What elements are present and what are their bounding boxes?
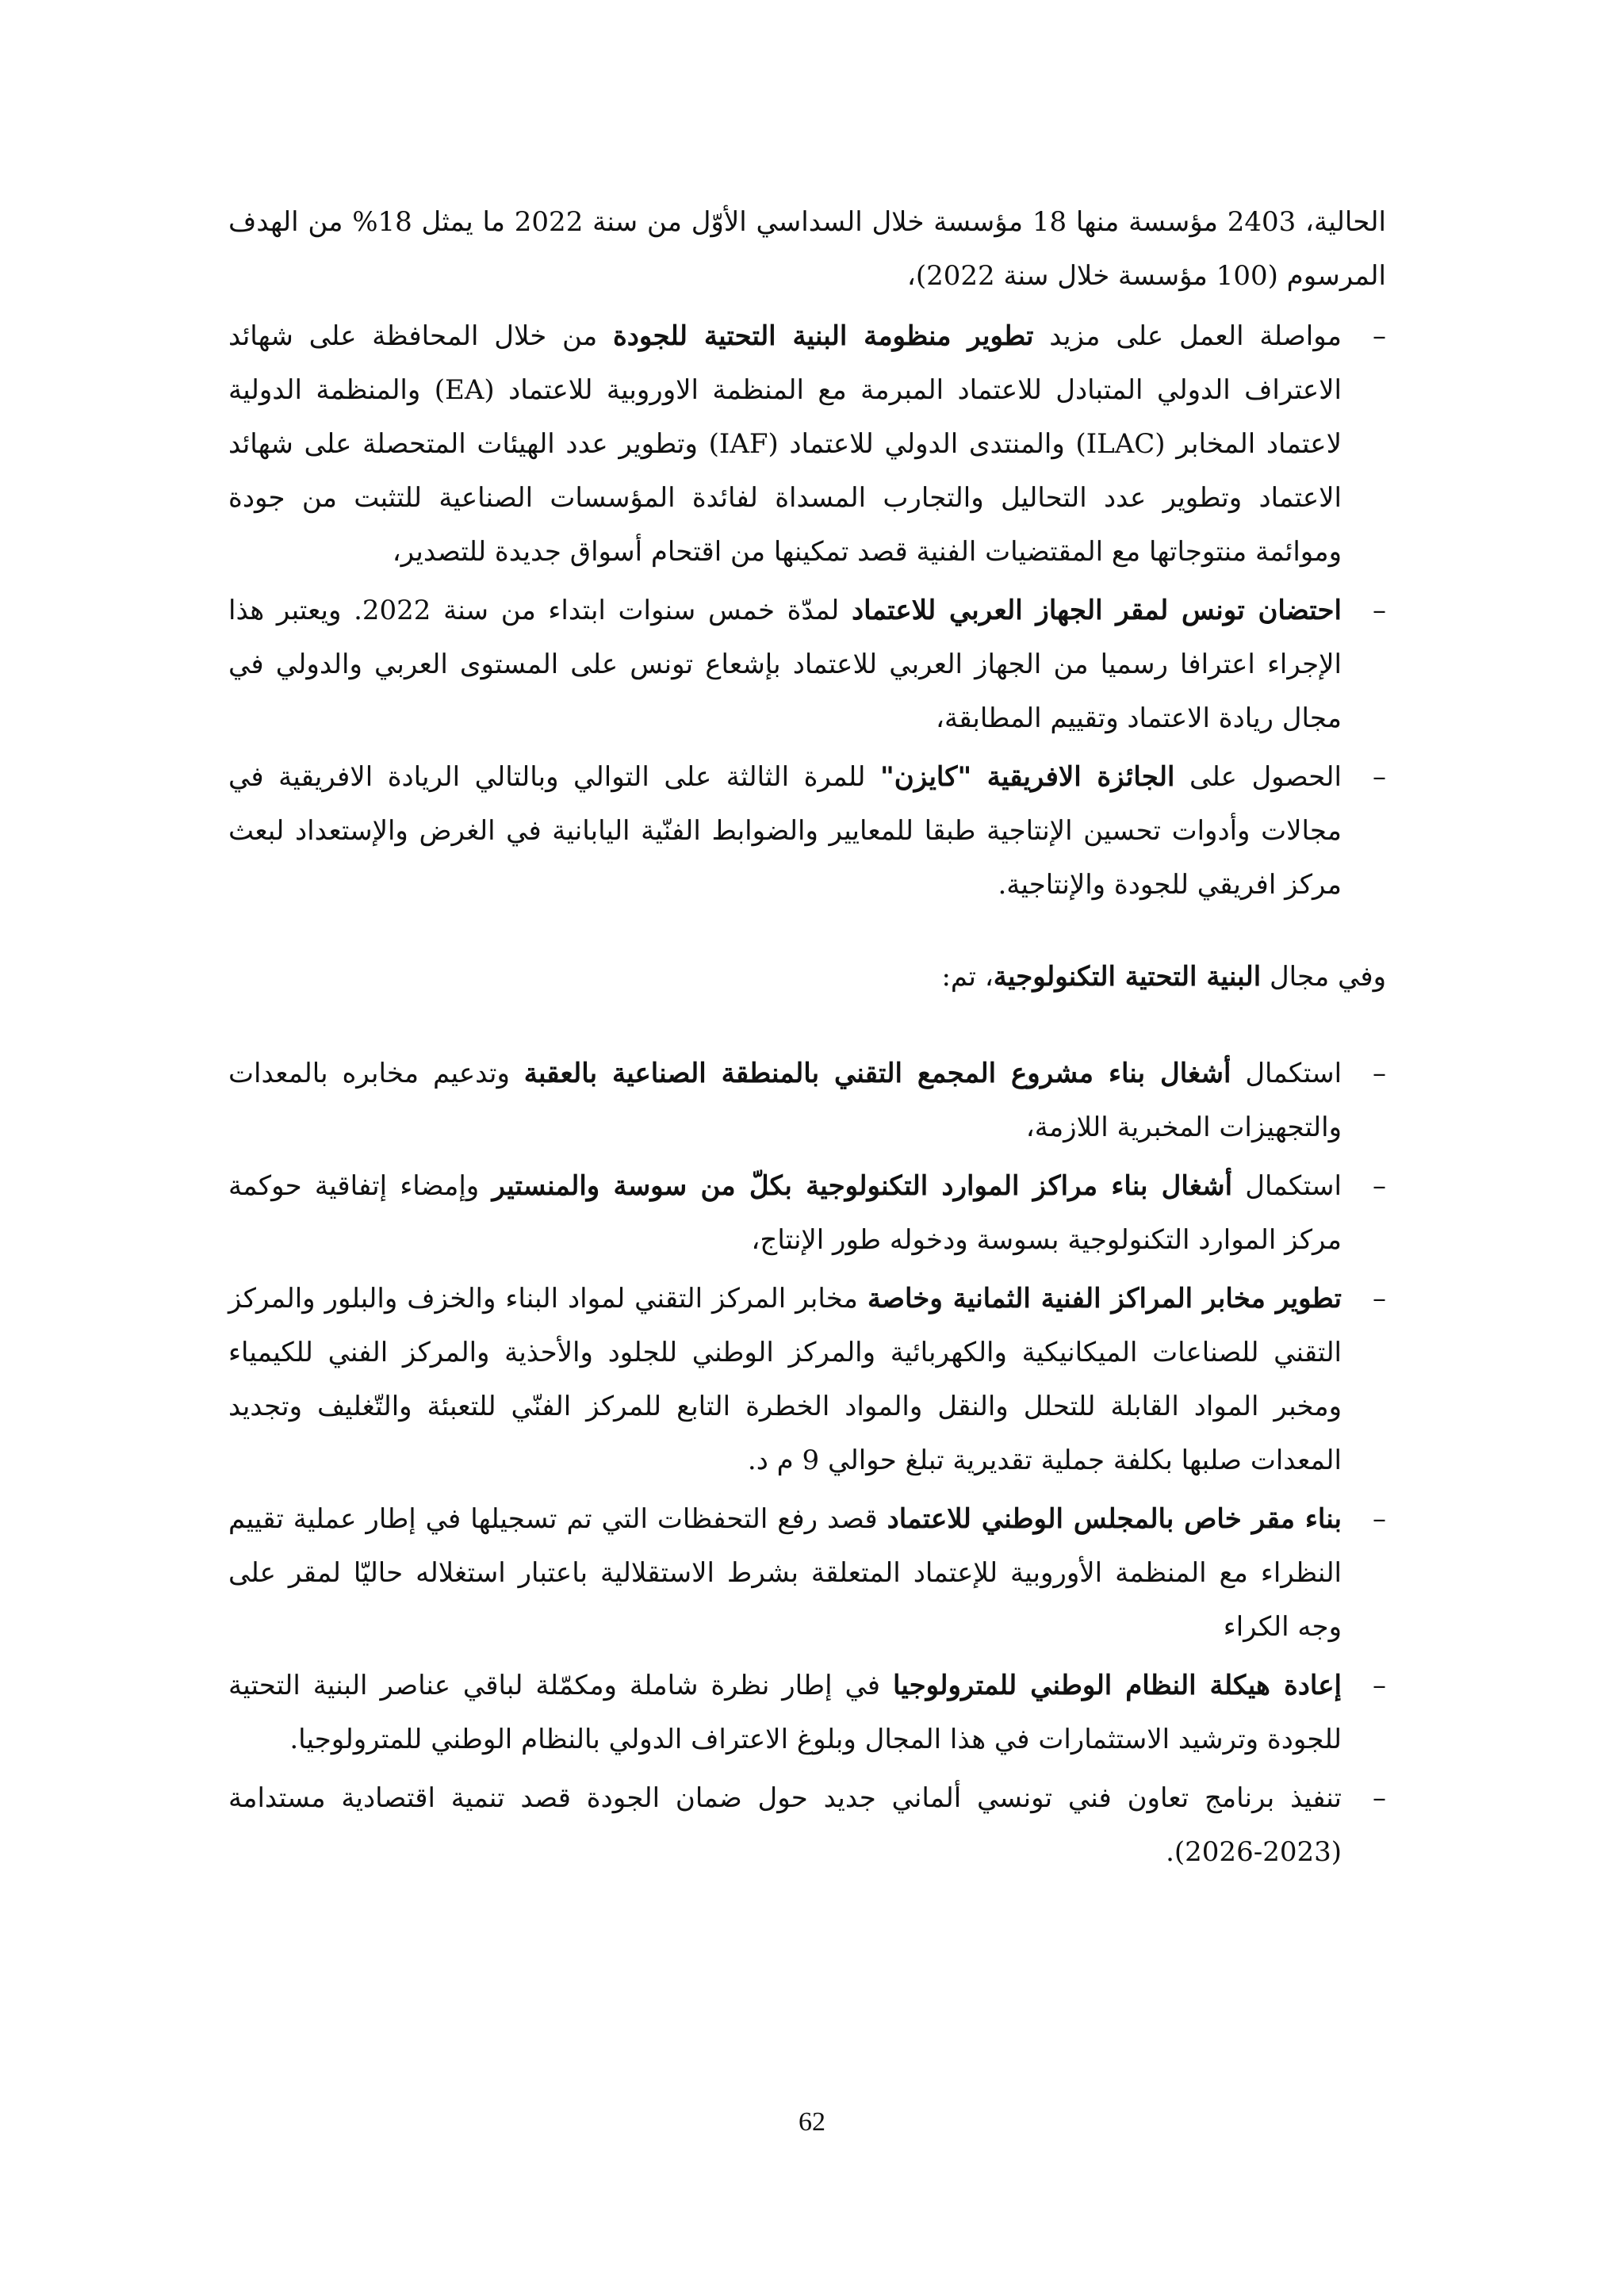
bullet-text: استكمال [1232, 1170, 1342, 1202]
bullet-text: مواصلة العمل على مزيد [1033, 320, 1342, 352]
list-item [228, 1771, 1386, 1879]
bullet-text: في إطار نظرة شاملة ومكمّلة لباقي عناصر البنية التحتية للجودة وترشيد الاستثمارات في هذا المجال وبلوغ الاعتراف الدولي بالنظام الوطني للمترولوجيا. [228, 1670, 1342, 1755]
bullet-text: وتدعيم مخابره بالمعدات والتجهيزات المخبرية اللازمة، [228, 1058, 1342, 1143]
bullet-text: من خلال المحافظة على شهائد الاعتراف الدولي المتبادل للاعتماد المبرمة مع المنظمة الاوروبية للاعتماد (EA) والمنظمة الدولية لاعتماد المخابر (ILAC) والمنتدى الدولي للاعتماد (IAF) وتطوير عدد الهيئات المتحصلة على شهائد الاعتماد وتطوير عدد التحاليل والتجارب المسداة لفائدة المؤسسات الصناعية للتثبت من جودة وموائمة منتوجاتها مع المقتضيات الفنية قصد تمكينها من اقتحام أسواق جديدة للتصدير، [228, 320, 1342, 568]
intro-bold-text: البنية التحتية التكنولوجية [993, 961, 1262, 993]
list-item [228, 584, 1386, 745]
dash-bullet: – [1373, 1670, 1386, 1701]
list-item [228, 1272, 1386, 1487]
list-item [228, 1047, 1386, 1154]
bullet-text: استكمال [1231, 1058, 1342, 1089]
list-item [228, 1159, 1386, 1267]
list-item [228, 750, 1386, 912]
dash-bullet: – [1373, 1058, 1386, 1089]
dash-bullet: – [1373, 761, 1386, 793]
bullet-text: مخابر المركز التقني لمواد البناء والخزف والبلور والمركز التقني للصناعات الميكانيكية والكهربائية والمركز الوطني للجلود والأحذية والمركز الفني للكيمياء ومخبر المواد القابلة للتحلل والنقل والمواد الخطرة التابع للمركز الفنّي للتعبئة والتّغليف وتجديد المعدات صلبها بكلفة جملية تقديرية تبلغ حوالي 9 م د. [228, 1283, 1342, 1476]
bullet-text: وإمضاء إتفاقية حوكمة مركز الموارد التكنولوجية بسوسة ودخوله طور الإنتاج، [228, 1170, 1342, 1256]
dash-bullet: – [1373, 320, 1386, 352]
bullet-text: لمدّة خمس سنوات ابتداء من سنة 2022. ويعتبر هذا الإجراء اعترافا رسميا من الجهاز العربي للاعتماد بإشعاع تونس على المستوى العربي والدولي في مجال ريادة الاعتماد وتقييم المطابقة، [228, 595, 1342, 734]
continuation-paragraph: الحالية، 2403 مؤسسة منها 18 مؤسسة خلال السداسي الأوّل من سنة 2022 ما يمثل 18% من الهدف المرسوم (100 مؤسسة خلال سنة 2022)، [228, 206, 1386, 292]
bullet-text: الحصول على [1174, 761, 1342, 793]
intro-text: وفي مجال [1261, 961, 1386, 993]
bullet-bold-text: أشغال بناء مراكز الموارد التكنولوجية بكلّ من سوسة والمنستير [492, 1170, 1233, 1202]
bullet-bold-text: بناء مقر خاص بالمجلس الوطني للاعتماد [887, 1503, 1342, 1535]
quality-infrastructure-list [228, 309, 1386, 912]
dash-bullet: – [1373, 1503, 1386, 1535]
dash-bullet: – [1373, 1170, 1386, 1202]
bullet-bold-text: تطوير مخابر المراكز الفنية الثمانية وخاصة [867, 1283, 1342, 1314]
bullet-bold-text: إعادة هيكلة النظام الوطني للمترولوجيا [892, 1670, 1342, 1701]
bullet-text: قصد رفع التحفظات التي تم تسجيلها في إطار عملية تقييم النظراء مع المنظمة الأوروبية للإعتماد المتعلقة بشرط الاستقلالية باعتبار استغلاله حاليّا لمقر على وجه الكراء [228, 1503, 1342, 1643]
document-body [228, 195, 1386, 1884]
page-number: 62 [799, 2107, 825, 2137]
bullet-text: تنفيذ برنامج تعاون فني تونسي ألماني جديد حول ضمان الجودة قصد تنمية اقتصادية مستدامة (2023-2026). [228, 1782, 1342, 1868]
bullet-bold-text: تطوير منظومة البنية التحتية للجودة [612, 320, 1034, 352]
list-item [228, 1492, 1386, 1654]
bullet-bold-text: أشغال بناء مشروع المجمع التقني بالمنطقة الصناعية بالعقبة [523, 1058, 1231, 1089]
list-item [228, 309, 1386, 579]
dash-bullet: – [1373, 1782, 1386, 1814]
bullet-bold-text: الجائزة الافريقية "كايزن" [880, 761, 1175, 793]
dash-bullet: – [1373, 1283, 1386, 1314]
bullet-text: للمرة الثالثة على التوالي وبالتالي الريادة الافريقية في مجالات وأدوات تحسين الإنتاجية طبقا للمعايير والضوابط الفنّية اليابانية في الغرض والإستعداد لبعث مركز افريقي للجودة والإنتاجية. [228, 761, 1342, 901]
bullet-bold-text: احتضان تونس لمقر الجهاز العربي للاعتماد [851, 595, 1342, 626]
dash-bullet: – [1373, 595, 1386, 626]
tech-infrastructure-list [228, 1047, 1386, 1879]
tech-section-intro [228, 950, 1386, 1004]
list-item [228, 1659, 1386, 1766]
intro-text: ، تم: [941, 961, 994, 993]
